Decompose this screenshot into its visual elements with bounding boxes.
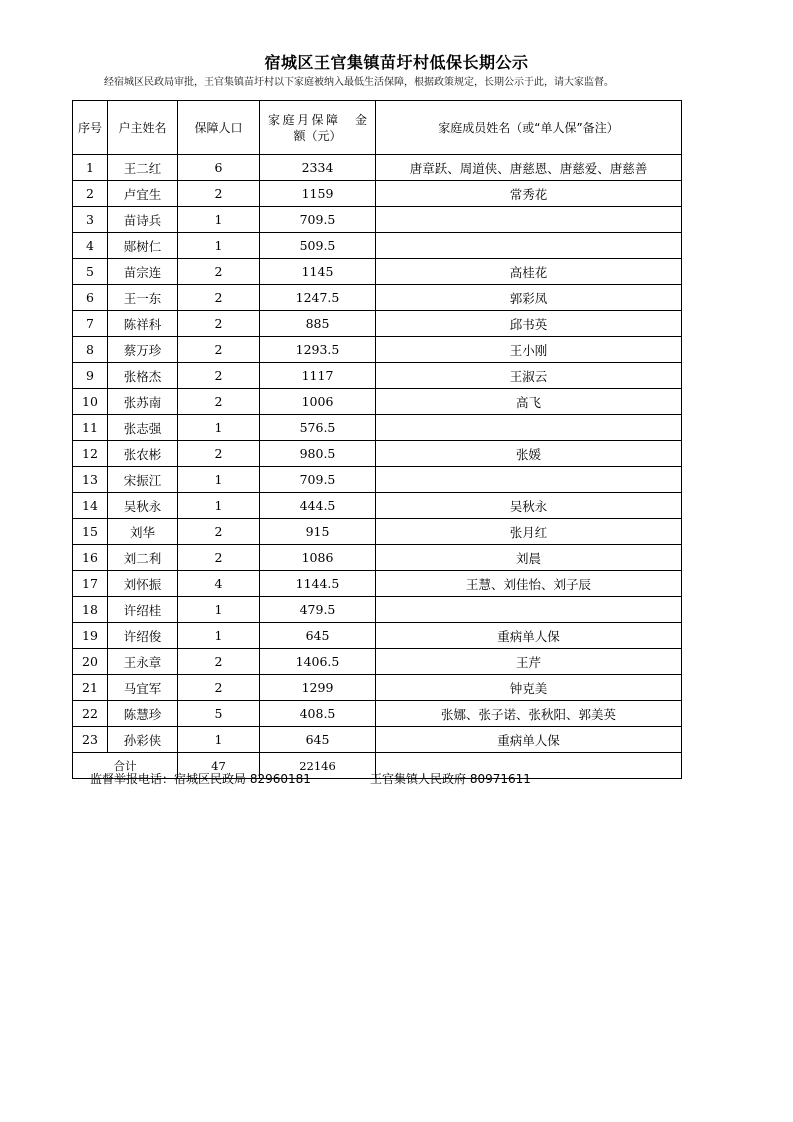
cell-head: 王二红 <box>108 155 178 181</box>
header-amount-line2: 额（元） <box>293 128 342 143</box>
cell-persons: 2 <box>178 285 260 311</box>
intro-paragraph: 经宿城区民政局审批，王官集镇苗圩村以下家庭被纳入最低生活保障，根据政策规定，长期公示于此，请大家监督。 <box>104 77 614 88</box>
header-persons: 保障人口 <box>178 101 260 155</box>
cell-amount: 1145 <box>260 259 376 285</box>
cell-persons: 1 <box>178 467 260 493</box>
cell-members <box>376 597 682 623</box>
footer-hotline-district: 监督举报电话：宿城区民政局 82960181 <box>90 772 311 786</box>
cell-persons: 1 <box>178 597 260 623</box>
cell-head: 张志强 <box>108 415 178 441</box>
cell-head: 宋振江 <box>108 467 178 493</box>
cell-persons: 2 <box>178 363 260 389</box>
table-row <box>73 701 682 727</box>
table-row <box>73 649 682 675</box>
cell-persons: 1 <box>178 415 260 441</box>
cell-head: 苗宗连 <box>108 259 178 285</box>
page-title: 宿城区王官集镇苗圩村低保长期公示 <box>264 53 529 72</box>
cell-persons: 2 <box>178 675 260 701</box>
cell-no: 12 <box>73 441 108 467</box>
cell-members: 张娜、张子诺、张秋阳、郭美英 <box>376 701 682 727</box>
cell-persons: 2 <box>178 545 260 571</box>
cell-members: 吴秋永 <box>376 493 682 519</box>
footer-hotline-town: 王官集镇人民政府 80971611 <box>370 772 531 786</box>
cell-members: 刘晨 <box>376 545 682 571</box>
cell-amount: 1006 <box>260 389 376 415</box>
header-amount-line1: 家庭月保障 金 <box>268 112 367 127</box>
cell-no: 20 <box>73 649 108 675</box>
cell-members: 王芹 <box>376 649 682 675</box>
table-row <box>73 415 682 441</box>
cell-members <box>376 415 682 441</box>
cell-head: 吴秋永 <box>108 493 178 519</box>
cell-head: 许绍桂 <box>108 597 178 623</box>
cell-head: 孙彩侠 <box>108 727 178 753</box>
cell-head: 许绍俊 <box>108 623 178 649</box>
cell-no: 2 <box>73 181 108 207</box>
cell-amount: 1086 <box>260 545 376 571</box>
cell-persons: 2 <box>178 311 260 337</box>
cell-members: 王淑云 <box>376 363 682 389</box>
cell-amount: 1144.5 <box>260 571 376 597</box>
cell-persons: 2 <box>178 337 260 363</box>
cell-persons: 1 <box>178 493 260 519</box>
table-row <box>73 467 682 493</box>
table-row <box>73 233 682 259</box>
cell-persons: 5 <box>178 701 260 727</box>
table-header-row <box>73 101 682 155</box>
cell-members: 邱书英 <box>376 311 682 337</box>
cell-no: 21 <box>73 675 108 701</box>
cell-amount: 408.5 <box>260 701 376 727</box>
cell-amount: 444.5 <box>260 493 376 519</box>
cell-amount: 509.5 <box>260 233 376 259</box>
table-row <box>73 519 682 545</box>
header-amount <box>260 101 376 155</box>
table-row <box>73 155 682 181</box>
cell-no: 7 <box>73 311 108 337</box>
cell-no: 18 <box>73 597 108 623</box>
total-amount: 22146 <box>260 753 376 779</box>
header-members: 家庭成员姓名（或“单人保”备注） <box>376 101 682 155</box>
cell-head: 马宜军 <box>108 675 178 701</box>
cell-members: 高飞 <box>376 389 682 415</box>
cell-head: 王永章 <box>108 649 178 675</box>
table-row <box>73 285 682 311</box>
table-row <box>73 727 682 753</box>
cell-no: 4 <box>73 233 108 259</box>
cell-no: 9 <box>73 363 108 389</box>
cell-amount: 1159 <box>260 181 376 207</box>
table-row <box>73 207 682 233</box>
cell-head: 刘怀振 <box>108 571 178 597</box>
header-no: 序号 <box>73 101 108 155</box>
cell-no: 10 <box>73 389 108 415</box>
cell-members <box>376 467 682 493</box>
cell-no: 22 <box>73 701 108 727</box>
cell-no: 13 <box>73 467 108 493</box>
cell-members: 唐章跃、周道侠、唐慈恩、唐慈爱、唐慈善 <box>376 155 682 181</box>
welfare-table <box>72 100 682 779</box>
table-row <box>73 181 682 207</box>
cell-no: 15 <box>73 519 108 545</box>
cell-head: 蔡万珍 <box>108 337 178 363</box>
cell-members: 重病单人保 <box>376 727 682 753</box>
cell-persons: 1 <box>178 207 260 233</box>
cell-members: 张媛 <box>376 441 682 467</box>
cell-members <box>376 233 682 259</box>
cell-members: 张月红 <box>376 519 682 545</box>
cell-amount: 709.5 <box>260 467 376 493</box>
cell-head: 刘二利 <box>108 545 178 571</box>
cell-members: 重病单人保 <box>376 623 682 649</box>
cell-no: 6 <box>73 285 108 311</box>
cell-amount: 645 <box>260 623 376 649</box>
cell-amount: 1299 <box>260 675 376 701</box>
cell-amount: 1247.5 <box>260 285 376 311</box>
table-row <box>73 311 682 337</box>
cell-persons: 2 <box>178 519 260 545</box>
cell-members: 郭彩凤 <box>376 285 682 311</box>
cell-head: 苗诗兵 <box>108 207 178 233</box>
cell-amount: 980.5 <box>260 441 376 467</box>
cell-amount: 915 <box>260 519 376 545</box>
cell-no: 3 <box>73 207 108 233</box>
cell-head: 张农彬 <box>108 441 178 467</box>
cell-members: 王慧、刘佳怡、刘子辰 <box>376 571 682 597</box>
cell-no: 16 <box>73 545 108 571</box>
cell-no: 14 <box>73 493 108 519</box>
cell-persons: 2 <box>178 181 260 207</box>
table-row <box>73 597 682 623</box>
cell-persons: 1 <box>178 233 260 259</box>
total-label: 合计 <box>73 753 178 779</box>
cell-head: 陈慧珍 <box>108 701 178 727</box>
cell-no: 5 <box>73 259 108 285</box>
cell-persons: 4 <box>178 571 260 597</box>
cell-persons: 2 <box>178 441 260 467</box>
table-row <box>73 545 682 571</box>
cell-no: 8 <box>73 337 108 363</box>
cell-no: 19 <box>73 623 108 649</box>
cell-amount: 1406.5 <box>260 649 376 675</box>
cell-members: 钟克美 <box>376 675 682 701</box>
table-row <box>73 493 682 519</box>
cell-persons: 2 <box>178 649 260 675</box>
cell-head: 王一东 <box>108 285 178 311</box>
cell-amount: 1117 <box>260 363 376 389</box>
cell-persons: 6 <box>178 155 260 181</box>
cell-no: 17 <box>73 571 108 597</box>
cell-amount: 1293.5 <box>260 337 376 363</box>
cell-amount: 2334 <box>260 155 376 181</box>
total-persons: 47 <box>178 753 260 779</box>
footer <box>90 770 531 787</box>
cell-amount: 709.5 <box>260 207 376 233</box>
cell-head: 卢宜生 <box>108 181 178 207</box>
table-row <box>73 441 682 467</box>
table-row <box>73 363 682 389</box>
cell-head: 陈祥科 <box>108 311 178 337</box>
cell-members: 王小刚 <box>376 337 682 363</box>
cell-amount: 479.5 <box>260 597 376 623</box>
table-row <box>73 337 682 363</box>
table-row <box>73 571 682 597</box>
cell-no: 23 <box>73 727 108 753</box>
cell-head: 刘华 <box>108 519 178 545</box>
cell-no: 1 <box>73 155 108 181</box>
cell-head: 张苏南 <box>108 389 178 415</box>
cell-amount: 885 <box>260 311 376 337</box>
cell-no: 11 <box>73 415 108 441</box>
cell-persons: 1 <box>178 623 260 649</box>
cell-members: 高桂花 <box>376 259 682 285</box>
cell-head: 张格杰 <box>108 363 178 389</box>
cell-amount: 576.5 <box>260 415 376 441</box>
cell-amount: 645 <box>260 727 376 753</box>
cell-members: 常秀花 <box>376 181 682 207</box>
cell-head: 郧树仁 <box>108 233 178 259</box>
cell-members <box>376 207 682 233</box>
cell-persons: 1 <box>178 727 260 753</box>
table-row <box>73 675 682 701</box>
header-head: 户主姓名 <box>108 101 178 155</box>
cell-persons: 2 <box>178 389 260 415</box>
table-row <box>73 623 682 649</box>
table-row <box>73 259 682 285</box>
cell-persons: 2 <box>178 259 260 285</box>
table-row <box>73 389 682 415</box>
